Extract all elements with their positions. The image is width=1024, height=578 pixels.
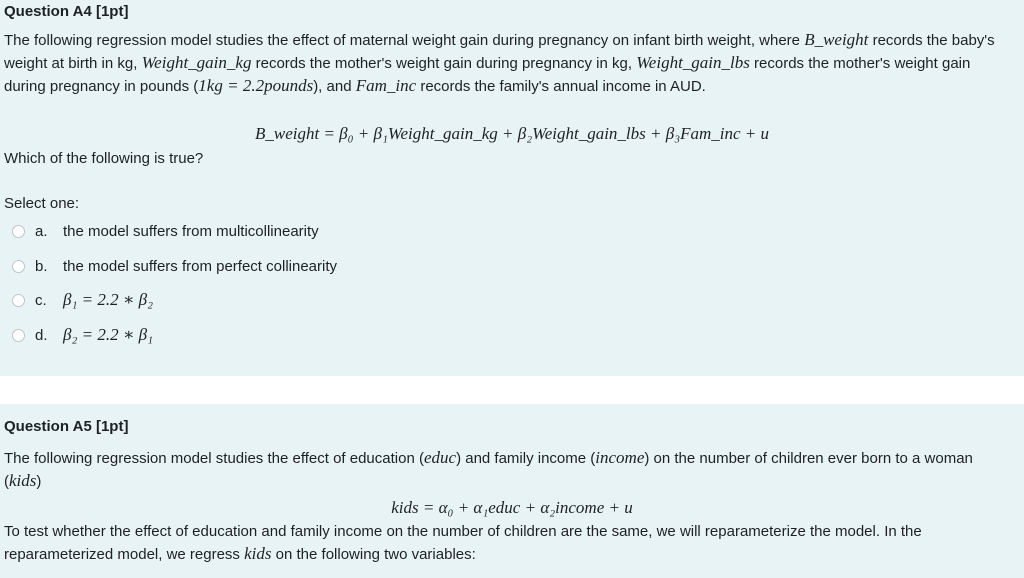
radio-button[interactable]: [12, 225, 25, 238]
question-a4-title: Question A4 [1pt]: [4, 3, 129, 20]
followup-text: on the following two variables:: [271, 546, 476, 563]
question-a5-formula: kids = α₀ + α₁educ + α₂income + u: [391, 498, 633, 517]
intro-text: records the baby's weight at birth in kg,: [4, 32, 995, 72]
math-var: income: [595, 448, 645, 467]
option-text: the model suffers from multicollinearity: [63, 222, 319, 240]
option-c[interactable]: [12, 288, 153, 312]
option-letter: a.: [35, 222, 48, 240]
question-a5-followup: [4, 521, 1004, 566]
intro-text: The following regression model studies the effect of maternal weight gain during pregnancy on infant birth weight, where: [4, 32, 805, 49]
math-var: educ: [423, 448, 457, 467]
option-a[interactable]: [12, 219, 319, 243]
option-b[interactable]: [12, 254, 337, 278]
intro-text: ): [36, 473, 42, 490]
radio-button[interactable]: [12, 294, 25, 307]
select-one-label: Select one:: [4, 195, 80, 212]
intro-text: records the family's annual income in AUD.: [416, 78, 706, 95]
option-letter: c.: [35, 291, 47, 309]
question-a4-formula: B_weight = β₀ + β₁Weight_gain_kg + β₂Weight_gain_lbs + β₃Fam_inc + u: [254, 124, 770, 143]
math-var: kids: [9, 471, 37, 490]
intro-text: ) on the number of children ever born to a woman (: [4, 450, 973, 490]
question-a5-panel: [0, 404, 1024, 578]
option-d[interactable]: [12, 323, 153, 347]
math-var: kids: [244, 544, 272, 563]
math-var: B_weight: [804, 30, 869, 49]
followup-text: To test whether the effect of education and family income on the number of children are the same, we will reparameterize the model. In the reparameterized model, we regress: [4, 523, 922, 563]
radio-button[interactable]: [12, 329, 25, 342]
intro-text: records the mother's weight gain during pregnancy in kg,: [251, 55, 637, 72]
question-a5-title: Question A5 [1pt]: [4, 418, 129, 435]
question-a5-intro: [4, 447, 1004, 493]
intro-text: records the mother's weight gain during pregnancy in pounds (: [4, 55, 971, 95]
math-var: Weight_gain_lbs: [636, 53, 750, 72]
option-text: β₂ = 2.2 ∗ β₁: [63, 325, 154, 344]
math-var: Weight_gain_kg: [141, 53, 252, 72]
math-var: 1kg = 2.2pounds: [198, 76, 314, 95]
option-letter: b.: [35, 257, 48, 275]
math-var: Fam_inc: [355, 76, 417, 95]
option-text: the model suffers from perfect collinearity: [63, 257, 338, 275]
question-a4-prompt: Which of the following is true?: [4, 150, 204, 167]
radio-button[interactable]: [12, 260, 25, 273]
option-text: β₁ = 2.2 ∗ β₂: [63, 290, 154, 309]
option-letter: d.: [35, 326, 48, 344]
intro-text: ) and family income (: [456, 450, 596, 467]
question-a4-intro: [4, 29, 1004, 98]
intro-text: The following regression model studies the effect of education (: [4, 450, 424, 467]
intro-text: ), and: [313, 78, 356, 95]
